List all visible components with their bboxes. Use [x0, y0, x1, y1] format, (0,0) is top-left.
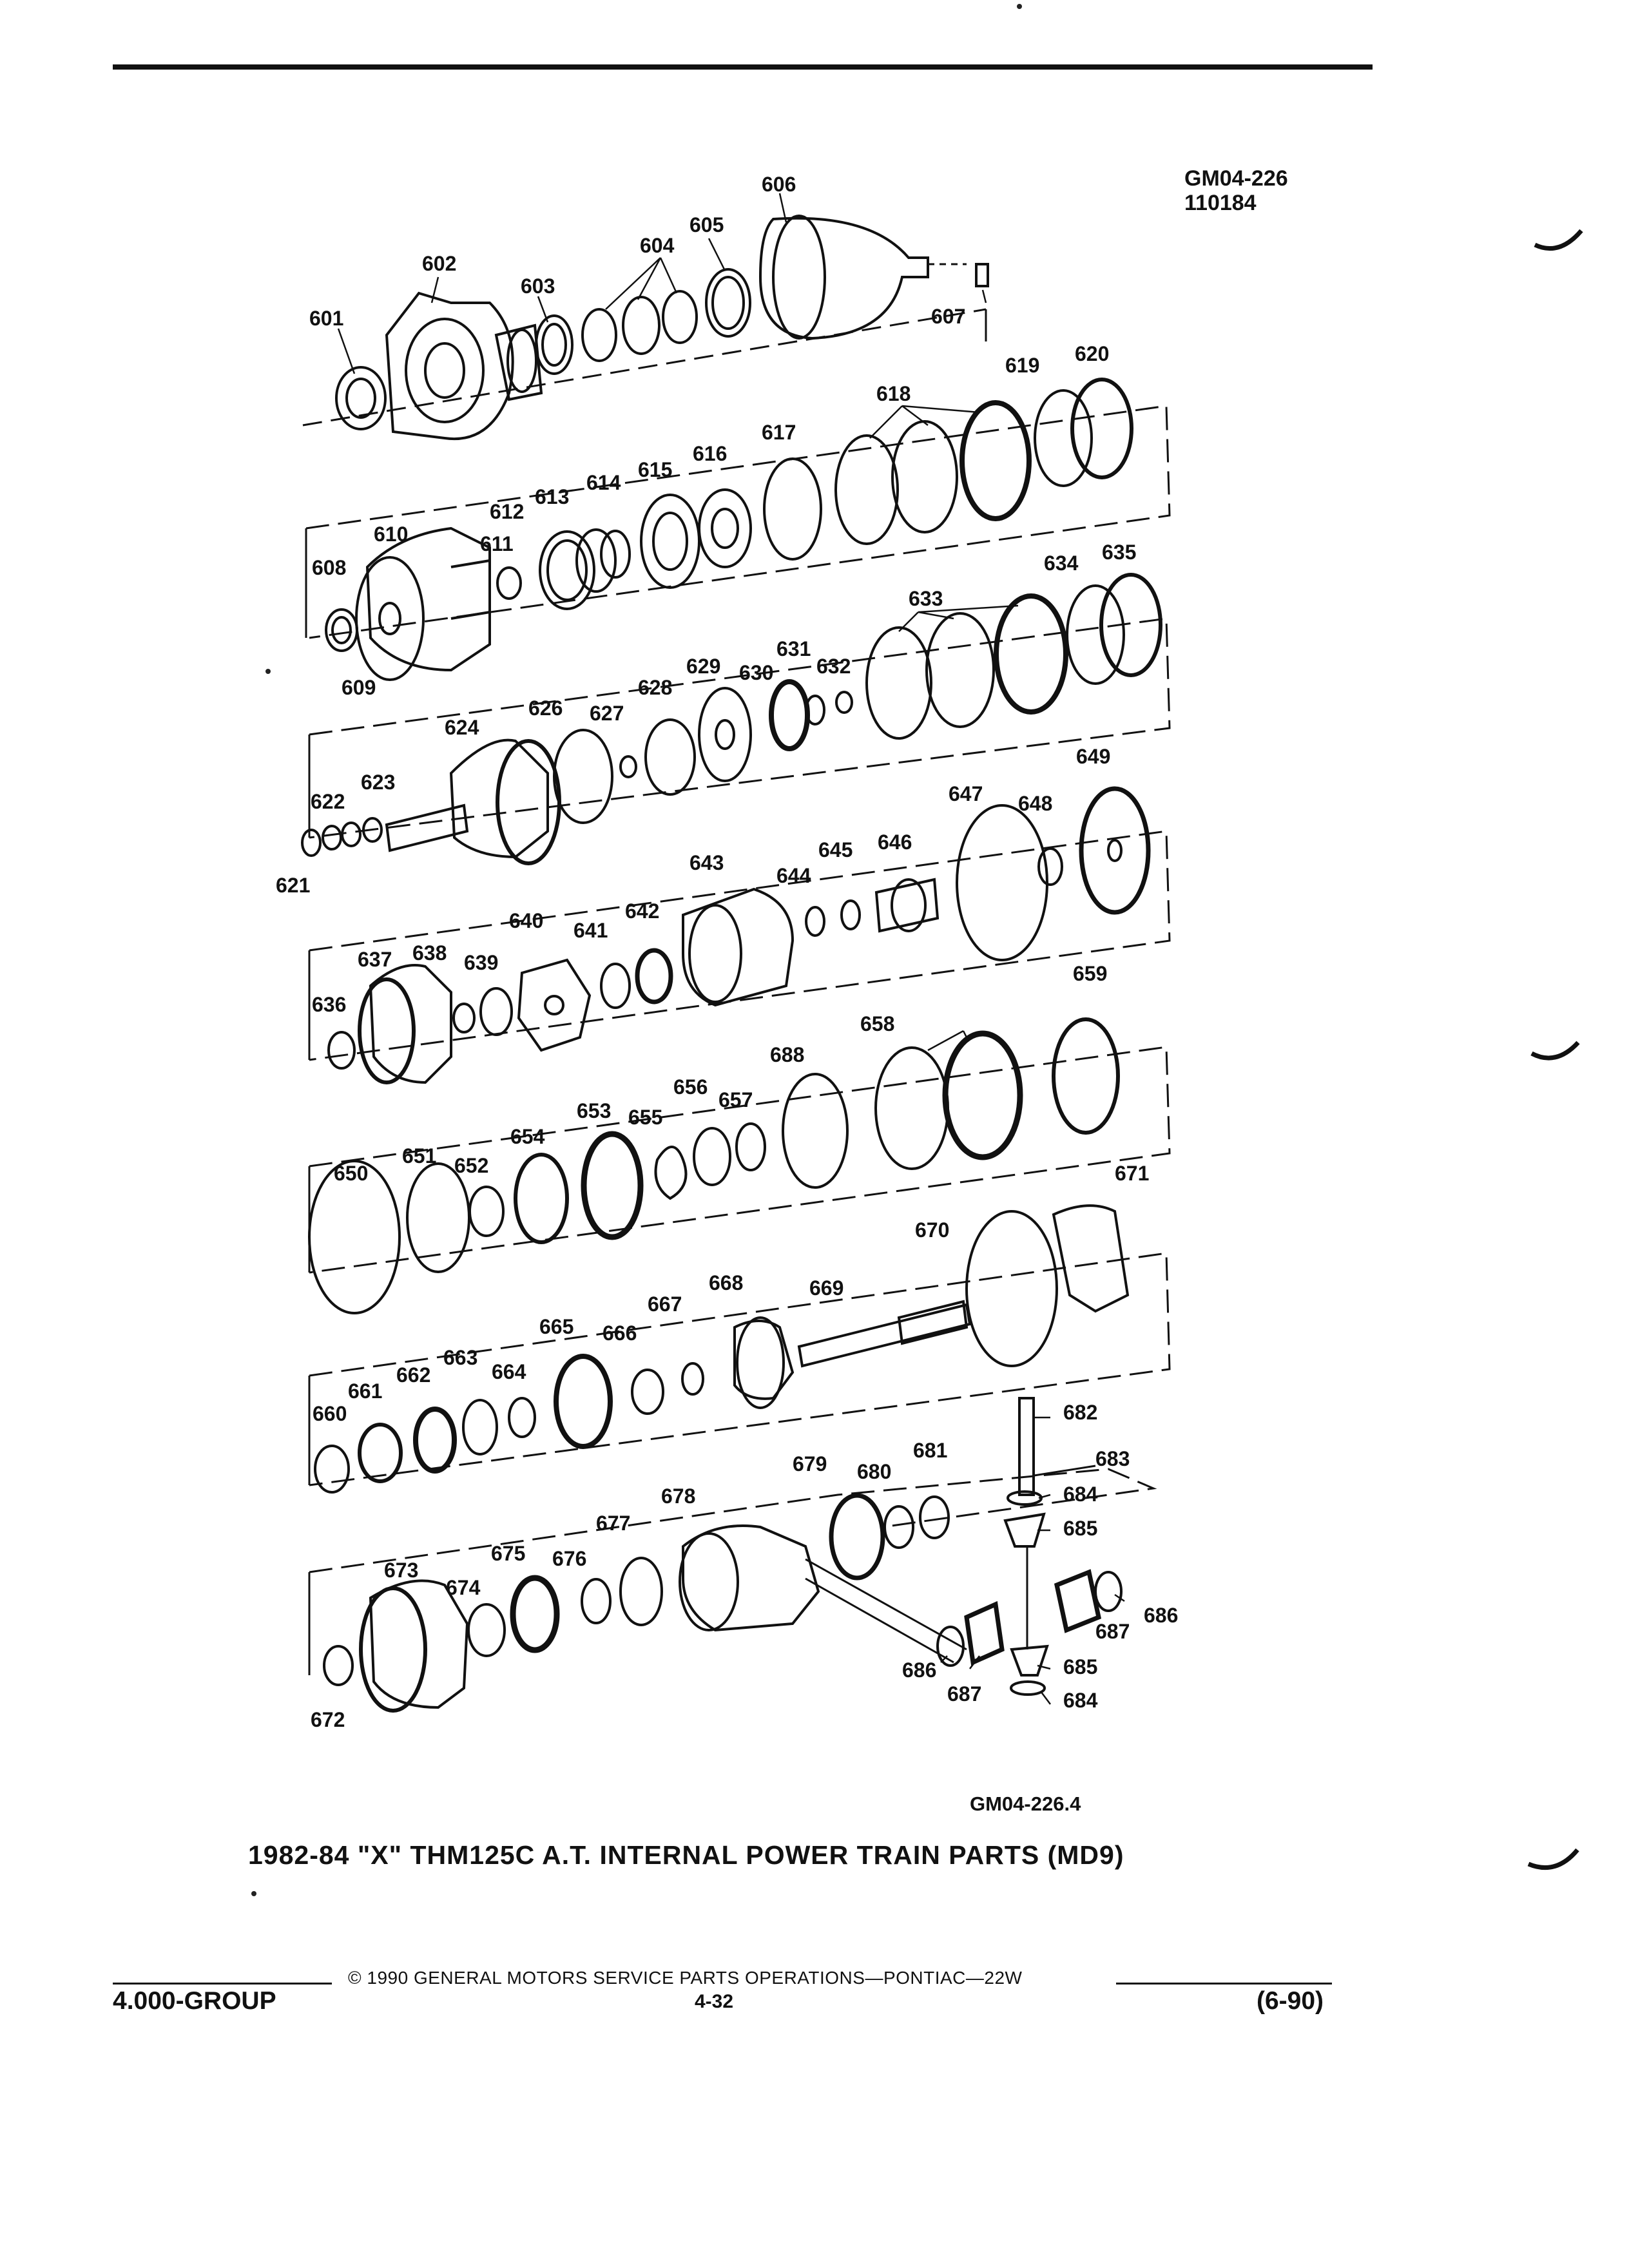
callout-641: 641	[574, 919, 608, 942]
callout-602: 602	[422, 252, 457, 275]
callout-620: 620	[1075, 342, 1110, 365]
callout-683: 683	[1095, 1447, 1130, 1470]
callout-631: 631	[776, 637, 811, 660]
callout-650: 650	[334, 1162, 369, 1185]
callout-634: 634	[1044, 552, 1079, 575]
callout-676: 676	[552, 1547, 587, 1570]
row-3-parts	[302, 575, 1170, 863]
callout-642: 642	[625, 899, 660, 923]
callout-654: 654	[510, 1125, 545, 1148]
figure-id-line2: 110184	[1184, 191, 1257, 215]
callout-666: 666	[602, 1321, 637, 1345]
copyright-line: © 1990 GENERAL MOTORS SERVICE PARTS OPERATIONS—PONTIAC—22W	[348, 1968, 1023, 1988]
callout-630: 630	[739, 661, 774, 684]
callout-617: 617	[762, 421, 796, 444]
callout-672: 672	[311, 1708, 345, 1731]
callout-670: 670	[915, 1218, 950, 1242]
callout-601: 601	[309, 307, 344, 330]
callout-648: 648	[1018, 792, 1053, 815]
binding-mark-2	[1530, 1037, 1582, 1070]
callout-603: 603	[521, 274, 555, 298]
callout-610: 610	[374, 523, 409, 546]
callout-661: 661	[348, 1379, 383, 1403]
callout-607: 607	[931, 305, 966, 328]
callout-623: 623	[361, 771, 396, 794]
callout-627: 627	[590, 702, 624, 725]
callout-632: 632	[816, 655, 851, 678]
callout-619: 619	[1005, 354, 1040, 377]
callout-611: 611	[480, 532, 514, 555]
callout-687-right: 687	[1095, 1620, 1130, 1643]
callout-682: 682	[1063, 1401, 1098, 1424]
callout-665: 665	[539, 1315, 574, 1338]
figure-id-line1: GM04-226	[1184, 166, 1288, 191]
callout-614: 614	[586, 471, 621, 494]
speck	[251, 1891, 256, 1896]
speck	[265, 669, 271, 674]
callout-658: 658	[860, 1012, 895, 1035]
callout-657: 657	[718, 1088, 753, 1111]
page-number: 4-32	[695, 1991, 734, 2012]
callout-677: 677	[596, 1512, 631, 1535]
callout-643: 643	[689, 851, 724, 874]
callout-633: 633	[909, 587, 943, 610]
callout-663: 663	[443, 1346, 478, 1369]
callout-675: 675	[491, 1542, 526, 1565]
revision-date: (6-90)	[1257, 1987, 1324, 2015]
callout-612: 612	[490, 500, 525, 523]
callout-639: 639	[464, 951, 499, 974]
binding-mark-3	[1527, 1846, 1582, 1878]
row-4-parts	[309, 789, 1170, 1082]
callout-656: 656	[673, 1075, 708, 1099]
callout-604: 604	[640, 234, 675, 257]
callout-680: 680	[857, 1460, 892, 1483]
callout-660: 660	[313, 1402, 347, 1425]
callout-669: 669	[809, 1276, 844, 1300]
callout-684-upper: 684	[1063, 1483, 1098, 1506]
callout-645: 645	[818, 838, 853, 861]
callout-640: 640	[509, 909, 544, 932]
callout-684-lower: 684	[1063, 1689, 1098, 1712]
callout-653: 653	[577, 1099, 612, 1122]
callout-685-upper: 685	[1063, 1517, 1098, 1540]
callout-678: 678	[661, 1485, 696, 1508]
callout-605: 605	[689, 213, 724, 236]
callout-679: 679	[793, 1452, 827, 1475]
figure-caption: GM04-226.4	[970, 1792, 1081, 1815]
callout-686-right: 686	[1144, 1604, 1179, 1627]
callout-644: 644	[776, 864, 811, 887]
callout-674: 674	[446, 1576, 481, 1599]
callout-687-left: 687	[947, 1682, 982, 1706]
callout-615: 615	[638, 458, 673, 481]
callout-618: 618	[876, 382, 911, 405]
callout-681: 681	[913, 1439, 948, 1462]
callout-685-lower: 685	[1063, 1655, 1098, 1678]
callout-622: 622	[311, 790, 345, 813]
callout-662: 662	[396, 1363, 431, 1387]
binding-mark-1	[1534, 226, 1585, 258]
callout-652: 652	[454, 1154, 489, 1177]
callout-629: 629	[686, 655, 721, 678]
callout-616: 616	[693, 442, 728, 465]
callout-608: 608	[312, 556, 347, 579]
callout-668: 668	[709, 1271, 744, 1294]
footer-rule-right	[1116, 1983, 1332, 1984]
callout-628: 628	[638, 676, 673, 699]
callout-647: 647	[949, 782, 983, 805]
row-2-parts	[306, 380, 1170, 680]
callout-637: 637	[358, 948, 392, 971]
callout-655: 655	[628, 1106, 663, 1129]
callout-613: 613	[535, 485, 570, 508]
page-title: 1982-84 "X" THM125C A.T. INTERNAL POWER TRAIN PARTS (MD9)	[248, 1840, 1124, 1870]
callout-621: 621	[276, 874, 311, 897]
speck	[1017, 4, 1022, 9]
callout-609: 609	[342, 676, 376, 699]
callout-626: 626	[528, 697, 563, 720]
group-label: 4.000-GROUP	[113, 1987, 276, 2015]
callout-659: 659	[1073, 962, 1108, 985]
callout-688: 688	[770, 1043, 805, 1066]
callout-667: 667	[648, 1293, 682, 1316]
callout-636: 636	[312, 993, 347, 1016]
row-5-parts	[309, 1019, 1170, 1313]
footer-rule-left	[113, 1983, 332, 1984]
row-7-parts	[309, 1398, 1153, 1711]
callout-624: 624	[445, 716, 479, 739]
callout-638: 638	[412, 941, 447, 965]
callout-651: 651	[402, 1144, 437, 1168]
callout-635: 635	[1102, 541, 1137, 564]
callout-606: 606	[762, 173, 796, 196]
callout-686-left: 686	[902, 1658, 937, 1682]
callout-664: 664	[492, 1360, 526, 1383]
callout-671: 671	[1115, 1162, 1150, 1185]
callout-646: 646	[878, 831, 912, 854]
row-6-parts	[309, 1206, 1170, 1492]
callout-673: 673	[384, 1559, 419, 1582]
callout-649: 649	[1076, 745, 1111, 768]
